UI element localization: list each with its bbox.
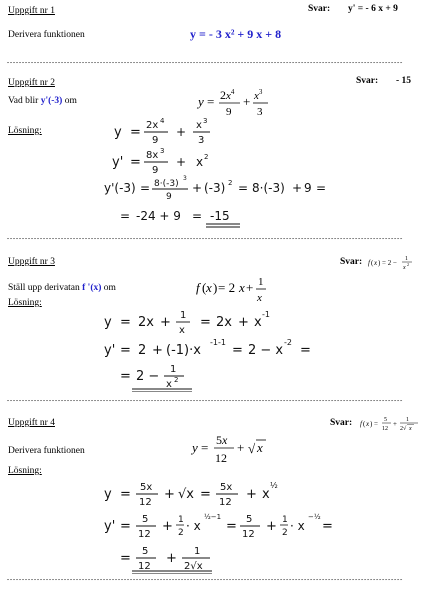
svg-text:x: x xyxy=(166,379,172,390)
svg-text:1: 1 xyxy=(282,515,288,525)
svg-text:=: = xyxy=(374,420,378,428)
problem-2-solution-label: Lösning: xyxy=(8,126,42,136)
svg-text:2√: 2√ xyxy=(400,426,407,432)
svg-text:3: 3 xyxy=(257,106,263,118)
svg-text:= 2: = 2 xyxy=(218,280,236,295)
svg-text:9: 9 xyxy=(304,181,312,195)
svg-text:1: 1 xyxy=(258,276,264,288)
svg-text:2: 2 xyxy=(204,153,209,161)
svg-text:12: 12 xyxy=(138,561,151,572)
svg-text:9: 9 xyxy=(152,135,159,146)
svg-text:1: 1 xyxy=(405,256,408,262)
svg-text:5: 5 xyxy=(246,514,253,525)
svg-text:=: = xyxy=(200,315,211,330)
svg-text:): ) xyxy=(378,259,381,267)
svg-text:x: x xyxy=(366,420,370,428)
svg-text:=: = xyxy=(140,181,151,195)
svg-text:12: 12 xyxy=(382,426,388,432)
svg-text:x: x xyxy=(196,155,204,169)
svg-text:=: = xyxy=(120,551,131,566)
svg-text:= 2 −: = 2 − xyxy=(382,259,397,267)
svg-text:(-1)·x: (-1)·x xyxy=(166,343,201,358)
svg-text:=: = xyxy=(120,209,131,223)
svg-text:+: + xyxy=(246,487,257,502)
svg-text:x: x xyxy=(179,325,185,336)
svg-text:=: = xyxy=(226,519,237,534)
svg-text:2x: 2x xyxy=(146,120,159,131)
svg-text:+: + xyxy=(246,280,254,295)
svg-text:(: ( xyxy=(363,420,366,428)
svg-text:5: 5 xyxy=(142,546,149,557)
problem-4-title: Uppgift nr 4 xyxy=(8,418,55,428)
svg-text:½−1: ½−1 xyxy=(204,513,222,521)
svg-text:5x: 5x xyxy=(140,482,153,493)
separator: ************************************************************************************************************************************ xyxy=(6,400,403,406)
problem-4-solution-label: Lösning: xyxy=(8,466,42,476)
svg-text:y: y xyxy=(104,487,112,502)
svg-text:=: = xyxy=(200,487,211,502)
problem-3-handwritten-solution xyxy=(100,300,360,392)
problem-2-formula xyxy=(190,84,280,120)
svg-text:+: + xyxy=(176,125,187,139)
svg-text:=: = xyxy=(120,315,131,330)
svg-text:3: 3 xyxy=(160,147,165,155)
problem-3-prompt: Ställ upp derivatan f '(x) om xyxy=(8,283,116,293)
svg-text:12: 12 xyxy=(215,451,227,465)
svg-text:x: x xyxy=(374,259,378,267)
svg-text:=: = xyxy=(120,343,131,358)
problem-2-title: Uppgift nr 2 xyxy=(8,78,55,88)
svg-text:+: + xyxy=(243,94,251,109)
svg-text:2x: 2x xyxy=(216,315,232,330)
svg-text:1: 1 xyxy=(178,515,184,525)
svg-text:12: 12 xyxy=(138,529,151,540)
svg-text:=: = xyxy=(207,94,215,109)
problem-4-formula xyxy=(190,428,270,468)
svg-text:+: + xyxy=(266,519,277,534)
svg-text:2: 2 xyxy=(178,528,184,538)
problem-3-solution-label: Lösning: xyxy=(8,298,42,308)
svg-text:9: 9 xyxy=(152,165,159,176)
svg-text:2: 2 xyxy=(174,376,179,384)
svg-text:=: = xyxy=(130,155,141,170)
svg-text:x: x xyxy=(403,265,406,271)
problem-3-answer-label: Svar: xyxy=(340,257,363,267)
svg-text:=: = xyxy=(120,487,131,502)
svg-text:-1-1: -1-1 xyxy=(210,338,226,347)
svg-text:+: + xyxy=(393,420,397,428)
svg-text:1: 1 xyxy=(180,310,187,321)
svg-text:2: 2 xyxy=(282,528,288,538)
problem-3-title: Uppgift nr 3 xyxy=(8,257,55,267)
svg-text:2: 2 xyxy=(407,262,409,267)
svg-text:8·(-3): 8·(-3) xyxy=(252,181,285,195)
svg-text:+: + xyxy=(238,315,249,330)
svg-text:y: y xyxy=(192,440,198,455)
svg-text:(-3): (-3) xyxy=(204,181,226,195)
svg-text:y': y' xyxy=(104,343,116,358)
svg-text:-24 + 9: -24 + 9 xyxy=(136,209,181,223)
svg-text:+: + xyxy=(292,181,303,195)
svg-text:+: + xyxy=(162,519,173,534)
svg-text:x: x xyxy=(196,120,202,131)
problem-4-answer-label: Svar: xyxy=(330,418,353,428)
svg-text:2x4: $2x^4$ xyxy=(220,88,235,102)
svg-text:√x: √x xyxy=(178,487,194,502)
problem-1-answer-label: Svar: xyxy=(308,4,331,14)
problem-2-prompt: Vad blir y'(-3) om xyxy=(8,96,77,106)
svg-text:-1: -1 xyxy=(262,310,270,319)
svg-text:): ) xyxy=(213,280,218,295)
svg-text:=: = xyxy=(316,181,327,195)
svg-text:+: + xyxy=(152,343,163,358)
svg-text:1: 1 xyxy=(194,546,201,557)
svg-text:8x: 8x xyxy=(146,150,159,161)
svg-text:y': y' xyxy=(112,155,124,170)
svg-text:x3: $x^3$ xyxy=(254,88,263,102)
svg-text:f: f xyxy=(360,420,362,428)
svg-text:2: 2 xyxy=(228,179,233,187)
svg-text:2 −: 2 − xyxy=(136,369,160,384)
svg-text:+: + xyxy=(237,440,245,455)
problem-4-prompt: Derivera funktionen xyxy=(8,446,85,456)
svg-text:12: 12 xyxy=(242,529,255,540)
svg-text:√: √ xyxy=(248,441,256,456)
svg-text:y: y xyxy=(198,94,204,109)
svg-text:½: ½ xyxy=(270,481,278,490)
svg-text:· x: · x xyxy=(186,519,201,533)
problem-2-handwritten-solution xyxy=(100,116,360,234)
svg-text:y: y xyxy=(104,315,112,330)
svg-text:5: 5 xyxy=(384,417,387,423)
svg-text:3: 3 xyxy=(198,135,205,146)
svg-text:x: x xyxy=(257,440,263,455)
svg-text:+: + xyxy=(176,155,187,169)
svg-text:2x: 2x xyxy=(138,315,154,330)
svg-text:3: 3 xyxy=(203,117,208,125)
problem-4-handwritten-solution xyxy=(100,470,360,574)
svg-text:f: f xyxy=(368,259,370,267)
problem-1-formula: y = - 3 x² + 9 x + 8 xyxy=(190,27,282,41)
svg-text:1: 1 xyxy=(406,417,409,423)
svg-text:(: ( xyxy=(202,280,207,295)
svg-text:): ) xyxy=(370,420,373,428)
svg-text:x: x xyxy=(257,292,262,304)
separator: ************************************************************************************************************************************ xyxy=(6,579,403,585)
problem-1-prompt: Derivera funktionen xyxy=(8,30,85,40)
svg-text:12: 12 xyxy=(139,497,152,508)
svg-text:+: + xyxy=(166,551,177,566)
svg-text:2√x: 2√x xyxy=(184,561,203,572)
svg-text:9: 9 xyxy=(226,106,232,118)
svg-text:5x: 5x xyxy=(216,433,228,447)
svg-text:=: = xyxy=(201,440,209,455)
svg-text:2: 2 xyxy=(138,343,147,358)
svg-text:−½: −½ xyxy=(308,513,321,521)
svg-text:-15: -15 xyxy=(210,209,230,223)
svg-text:=: = xyxy=(120,369,131,384)
problem-2-answer-label: Svar: xyxy=(356,76,379,86)
svg-text:5x: 5x xyxy=(220,482,233,493)
svg-text:5: 5 xyxy=(142,514,149,525)
svg-text:+: + xyxy=(192,181,203,195)
separator: ************************************************************************************************************************************ xyxy=(6,62,403,68)
problem-1-answer: y' = - 6 x + 9 xyxy=(348,4,398,14)
svg-text:=: = xyxy=(120,519,131,534)
problem-2-answer: - 15 xyxy=(396,76,412,86)
svg-text:3: 3 xyxy=(183,175,187,182)
svg-text:=: = xyxy=(238,181,249,195)
svg-text:+: + xyxy=(160,315,171,330)
svg-text:=: = xyxy=(322,519,333,534)
svg-text:2 − x: 2 − x xyxy=(248,343,284,358)
svg-text:x: x xyxy=(206,280,212,295)
svg-text:=: = xyxy=(232,343,243,358)
svg-text:-2: -2 xyxy=(284,338,292,347)
svg-text:y'(-3): y'(-3) xyxy=(104,181,136,195)
problem-4-answer-formula xyxy=(360,411,434,437)
svg-text:=: = xyxy=(192,209,203,223)
svg-text:+: + xyxy=(164,487,175,502)
svg-text:8·(-3): 8·(-3) xyxy=(154,179,179,189)
svg-text:(: ( xyxy=(371,259,374,267)
svg-text:=: = xyxy=(300,343,311,358)
svg-text:x: x xyxy=(262,487,270,502)
svg-text:4: 4 xyxy=(160,117,165,125)
svg-text:f: f xyxy=(196,280,200,295)
svg-text:x: x xyxy=(239,280,245,295)
svg-text:x: x xyxy=(409,426,412,432)
svg-text:=: = xyxy=(130,125,141,140)
svg-text:9: 9 xyxy=(166,192,172,202)
problem-3-answer-formula xyxy=(368,250,432,276)
separator: ************************************************************************************************************************************ xyxy=(6,238,403,244)
problem-1-title: Uppgift nr 1 xyxy=(8,6,55,16)
svg-text:· x: · x xyxy=(290,519,305,533)
svg-text:x: x xyxy=(254,315,262,330)
svg-text:y: y xyxy=(114,125,122,140)
svg-text:1: 1 xyxy=(170,364,177,375)
svg-text:y': y' xyxy=(104,519,116,534)
svg-text:12: 12 xyxy=(219,497,232,508)
